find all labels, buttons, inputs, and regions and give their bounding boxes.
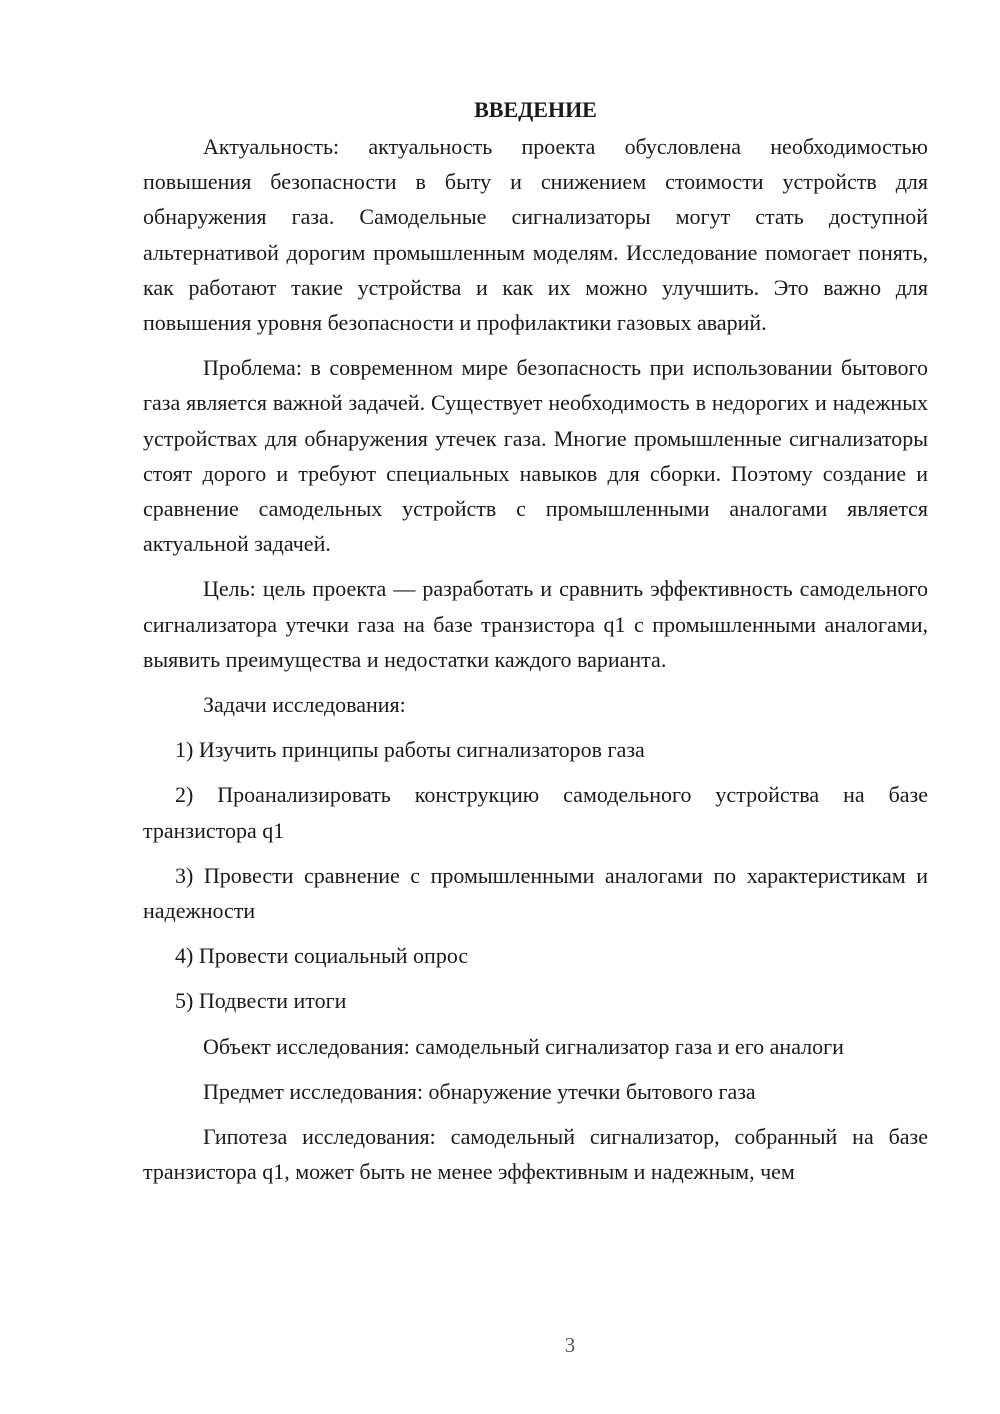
task-item-2: 2) Проанализировать конструкцию самодельного устройства на базе транзистора q1 bbox=[143, 782, 928, 843]
section-title: ВВЕДЕНИЕ bbox=[474, 97, 597, 122]
paragraph-tasks-heading: Задачи исследования: bbox=[203, 692, 406, 718]
paragraph-object: Объект исследования: самодельный сигнализатор газа и его аналоги bbox=[203, 1033, 844, 1059]
paragraph-relevance: Актуальность: актуальность проекта обусловлена необходимостью повышения безопасности в быту и снижением стоимости устройств для обнаружения газа. Самодельные сигнализаторы могут стать доступной альтернативой дорогим промышленным моделям. Исследование помогает понять, как работают такие устройства и как их можно улучшить. Это важно для повышения уровня безопасности и профилактики газовых аварий. bbox=[143, 134, 928, 336]
page-content bbox=[143, 92, 928, 1199]
task-item-4: 4) Провести социальный опрос bbox=[175, 943, 469, 969]
paragraph-hypothesis: Гипотеза исследования: самодельный сигнализатор, собранный на базе транзистора q1, может быть не менее эффективным и надежным, чем bbox=[143, 1124, 928, 1185]
paragraph-goal: Цель: цель проекта — разработать и сравнить эффективность самодельного сигнализатора утечки газа на базе транзистора q1 с промышленными аналогами, выявить преимущества и недостатки каждого варианта. bbox=[143, 576, 928, 672]
task-item-3: 3) Провести сравнение с промышленными аналогами по характеристикам и надежности bbox=[143, 862, 928, 924]
page-number: 3 bbox=[564, 1333, 576, 1357]
task-item-5: 5) Подвести итоги bbox=[175, 988, 347, 1014]
task-item-1: 1) Изучить принципы работы сигнализаторов газа bbox=[175, 737, 645, 763]
paragraph-subject: Предмет исследования: обнаружение утечки бытового газа bbox=[203, 1078, 756, 1104]
paragraph-problem: Проблема: в современном мире безопасность при использовании бытового газа является важной задачей. Существует необходимость в недорогих и надежных устройствах для обнаружения утечек газа. Многие промышленные сигнализаторы стоят дорого и требуют специальных навыков для сборки. Поэтому создание и сравнение самодельных устройств с промышленными аналогами является актуальной задачей. bbox=[143, 355, 928, 557]
